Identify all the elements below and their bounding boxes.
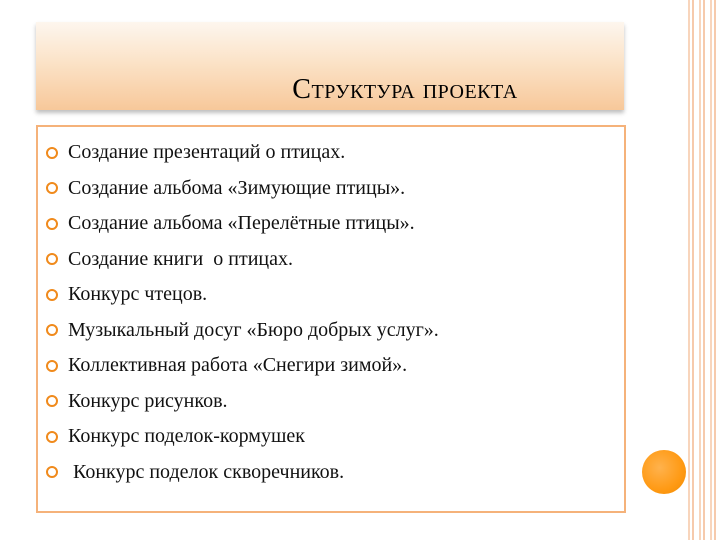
list-item	[46, 419, 624, 455]
list-item-text: Создание альбома «Зимующие птицы».	[68, 176, 406, 199]
list-item	[46, 277, 624, 313]
title-banner	[36, 22, 624, 110]
list-item	[46, 348, 624, 384]
bullet-icon	[46, 147, 58, 159]
slide-title: Структура проекта	[292, 74, 518, 105]
decorative-stripes	[686, 0, 720, 540]
list-item-text: Конкурс поделок-кормушек	[68, 425, 305, 448]
list-item-text: Создание презентаций о птицах.	[68, 141, 346, 164]
list-item-text: Создание альбома «Перелётные птицы».	[68, 212, 415, 235]
decorative-circle	[642, 450, 686, 494]
list-item	[46, 242, 624, 278]
list-item	[46, 206, 624, 242]
bullet-icon	[46, 182, 58, 194]
bullet-icon	[46, 253, 58, 265]
bullet-icon	[46, 324, 58, 336]
list-item-text: Музыкальный досуг «Бюро добрых услуг».	[68, 318, 439, 341]
bullet-icon	[46, 218, 58, 230]
list-item-text: Конкурс чтецов.	[68, 283, 208, 306]
list-item	[46, 455, 624, 491]
bullet-icon	[46, 395, 58, 407]
list-item	[46, 384, 624, 420]
bullet-icon	[46, 360, 58, 372]
list-item-text: Коллективная работа «Снегири зимой».	[68, 354, 408, 377]
bullet-icon	[46, 289, 58, 301]
bullet-icon	[46, 431, 58, 443]
bullet-icon	[46, 466, 58, 478]
list-item	[46, 313, 624, 349]
list-item	[46, 171, 624, 207]
list-item-text: Конкурс поделок скворечников.	[68, 460, 345, 483]
bullet-list	[38, 127, 624, 490]
list-item-text: Создание книги о птицах.	[68, 247, 293, 270]
content-box	[36, 125, 626, 513]
list-item	[46, 135, 624, 171]
list-item-text: Конкурс рисунков.	[68, 389, 228, 412]
